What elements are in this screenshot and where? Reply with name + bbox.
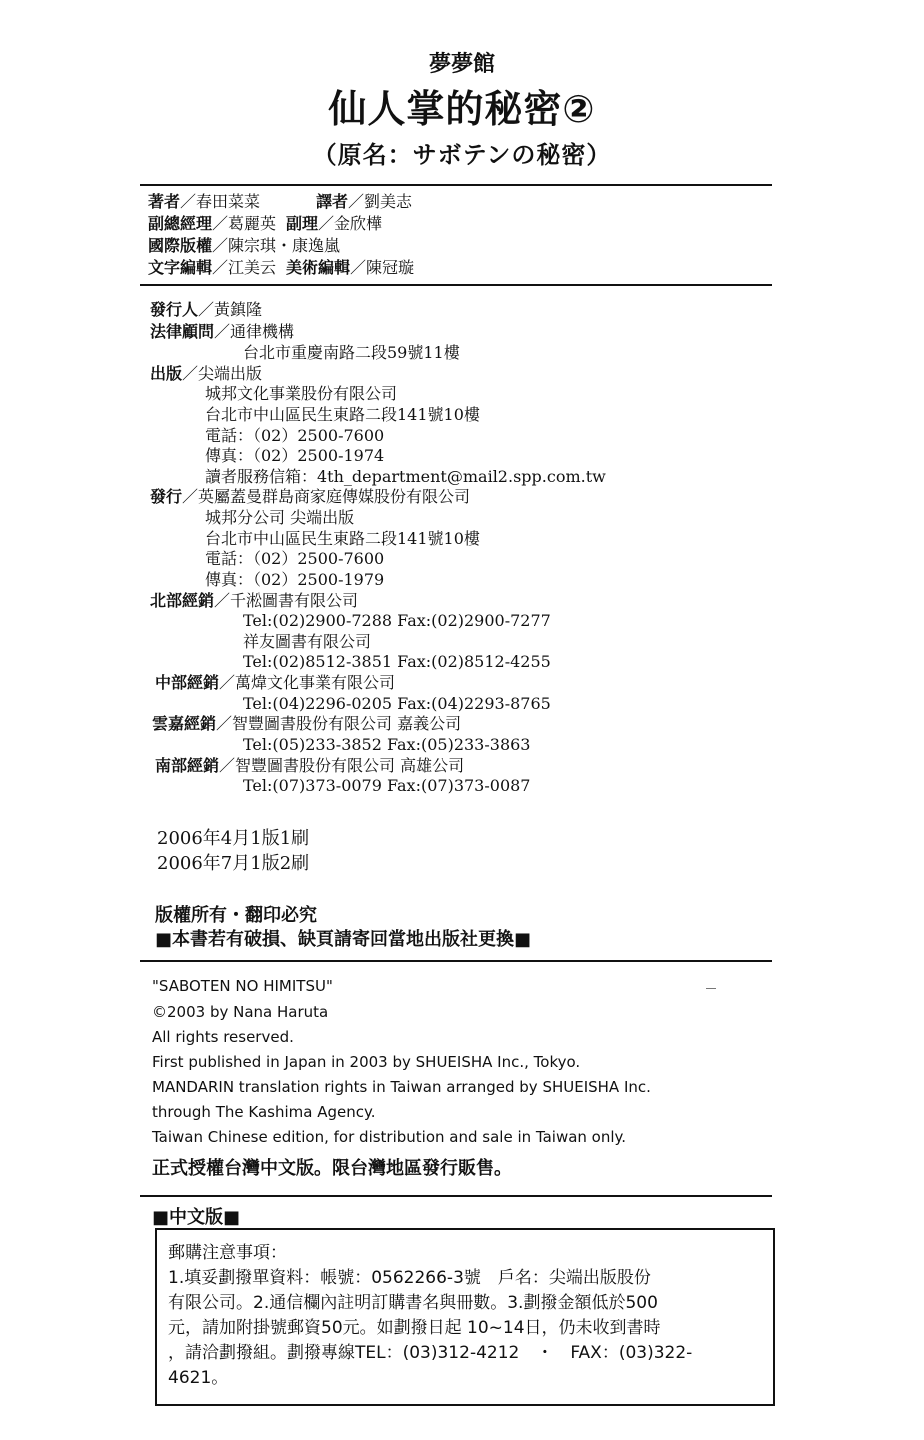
issuer-line (150, 300, 262, 320)
distribute-phone: 電話：（02）2500-7600 (205, 549, 385, 568)
publish-company: 城邦文化事業股份有限公司 (205, 384, 398, 403)
issuer-label: 發行人 (150, 300, 199, 319)
intl-rights-value: ／陳宗琪・康逸嵐 (212, 236, 341, 255)
dealer-south (155, 756, 464, 776)
edition-label: ■中文版■ (152, 1207, 241, 1228)
english-rights: All rights reserved. (152, 1028, 294, 1046)
publish-value: ／尖端出版 (182, 364, 263, 383)
mail-order-line-1: 1.填妥劃撥單資料：帳號：0562266-3號 戶名：尖端出版股份 (168, 1268, 651, 1288)
english-translation-rights: MANDARIN translation rights in Taiwan arranged by SHUEISHA Inc. (152, 1078, 651, 1096)
issuer-value: ／黃鎮隆 (198, 300, 263, 319)
legal-address: 台北市重慶南路二段59號11樓 (243, 343, 460, 362)
dealer-north (150, 591, 358, 611)
dealer-central-contact: Tel:(04)2296-0205 Fax:(04)2293-8765 (243, 694, 551, 713)
dealer-central-value: ／萬煒文化事業有限公司 (219, 673, 396, 692)
dealer-north-value: ／千淞圖書有限公司 (214, 591, 359, 610)
legal-value: ／通律機構 (214, 322, 295, 341)
deputy-gm-value: ／葛麗英 (212, 214, 277, 233)
dealer-yunjia (152, 714, 461, 734)
dealer-yunjia-label: 雲嘉經銷 (152, 714, 217, 733)
credit-author-translator (148, 192, 412, 212)
art-editor-label: 美術編輯 (286, 258, 351, 277)
text-editor-label: 文字編輯 (148, 258, 213, 277)
book-title: 仙人掌的秘密② (328, 87, 596, 131)
translator-label: 譯者 (316, 192, 349, 211)
assistant-manager-value: ／金欣樺 (318, 214, 383, 233)
credit-editors (148, 258, 414, 278)
legal-label: 法律顧問 (150, 322, 215, 341)
divider-english (140, 960, 772, 962)
english-copyright: ©2003 by Nana Haruta (152, 1003, 329, 1021)
dealer-north-second-contact: Tel:(02)8512-3851 Fax:(02)8512-4255 (243, 652, 551, 671)
license-statement: 正式授權台灣中文版。限台灣地區發行販售。 (152, 1158, 512, 1179)
mail-order-line-2: 有限公司。2.通信欄內註明訂購書名與冊數。3.劃撥金額低於500 (168, 1293, 658, 1313)
distribute-branch: 城邦分公司 尖端出版 (205, 508, 355, 527)
dealer-south-value: ／智豐圖書股份有限公司 高雄公司 (219, 756, 465, 775)
intl-rights-label: 國際版權 (148, 236, 213, 255)
dealer-yunjia-value: ／智豐圖書股份有限公司 嘉義公司 (216, 714, 462, 733)
damage-notice: ■本書若有破損、缺頁請寄回當地出版社更換■ (155, 929, 532, 950)
divider-top (140, 184, 772, 186)
author-value: ／春田菜菜 (180, 192, 261, 211)
legal-line (150, 322, 294, 342)
reader-service-email: 讀者服務信箱：4th_department@mail2.spp.com.tw (205, 467, 606, 486)
rights-reserved: 版權所有・翻印必究 (155, 905, 317, 926)
mail-order-title: 郵購注意事項： (168, 1243, 287, 1263)
publish-phone: 電話：（02）2500-7600 (205, 426, 385, 445)
dealer-central-label: 中部經銷 (155, 673, 220, 692)
assistant-manager-label: 副理 (286, 214, 319, 233)
mail-order-line-4: ，請洽劃撥組。劃撥專線TEL：(03)312-4212 ・ FAX：(03)322- (168, 1343, 693, 1363)
english-title: "SABOTEN NO HIMITSU" (152, 977, 333, 995)
distribute-fax: 傳真：（02）2500-1979 (205, 570, 385, 589)
deputy-gm-label: 副總經理 (148, 214, 213, 233)
art-editor-value: ／陳冠璇 (350, 258, 415, 277)
english-first-published: First published in Japan in 2003 by SHUEISHA Inc., Tokyo. (152, 1053, 581, 1071)
divider-credits (140, 284, 772, 286)
dealer-central (155, 673, 395, 693)
distribute-line (150, 487, 470, 507)
distribute-label: 發行 (150, 487, 183, 506)
publisher-label: 夢夢館 (428, 51, 495, 77)
english-distribution: Taiwan Chinese edition, for distribution and sale in Taiwan only. (152, 1128, 627, 1146)
divider-edition (140, 1195, 772, 1197)
distribute-address: 台北市中山區民生東路二段141號10樓 (205, 529, 480, 548)
dealer-north-label: 北部經銷 (150, 591, 215, 610)
print-second: 2006年7月1版2刷 (157, 853, 310, 874)
dash-mark (706, 988, 716, 989)
original-title: （原名：サボテンの秘密） (312, 141, 612, 169)
mail-order-line-5: 4621。 (168, 1368, 229, 1388)
publish-fax: 傳真：（02）2500-1974 (205, 446, 385, 465)
publish-line (150, 364, 262, 384)
dealer-south-label: 南部經銷 (155, 756, 220, 775)
print-first: 2006年4月1版1刷 (157, 828, 310, 849)
dealer-north-second: 祥友圖書有限公司 (243, 632, 372, 651)
distribute-value: ／英屬蓋曼群島商家庭傳媒股份有限公司 (182, 487, 471, 506)
english-agency: through The Kashima Agency. (152, 1103, 376, 1121)
credit-managers (148, 214, 382, 234)
mail-order-line-3: 元，請加附掛號郵資50元。如劃撥日起 10~14日，仍未收到書時 (168, 1318, 661, 1338)
dealer-south-contact: Tel:(07)373-0079 Fax:(07)373-0087 (243, 776, 531, 795)
author-label: 著者 (148, 192, 181, 211)
publish-address: 台北市中山區民生東路二段141號10樓 (205, 405, 480, 424)
publish-label: 出版 (150, 364, 183, 383)
dealer-north-contact: Tel:(02)2900-7288 Fax:(02)2900-7277 (243, 611, 551, 630)
text-editor-value: ／江美云 (212, 258, 277, 277)
dealer-yunjia-contact: Tel:(05)233-3852 Fax:(05)233-3863 (243, 735, 531, 754)
credit-rights (148, 236, 340, 256)
translator-value: ／劉美志 (348, 192, 413, 211)
